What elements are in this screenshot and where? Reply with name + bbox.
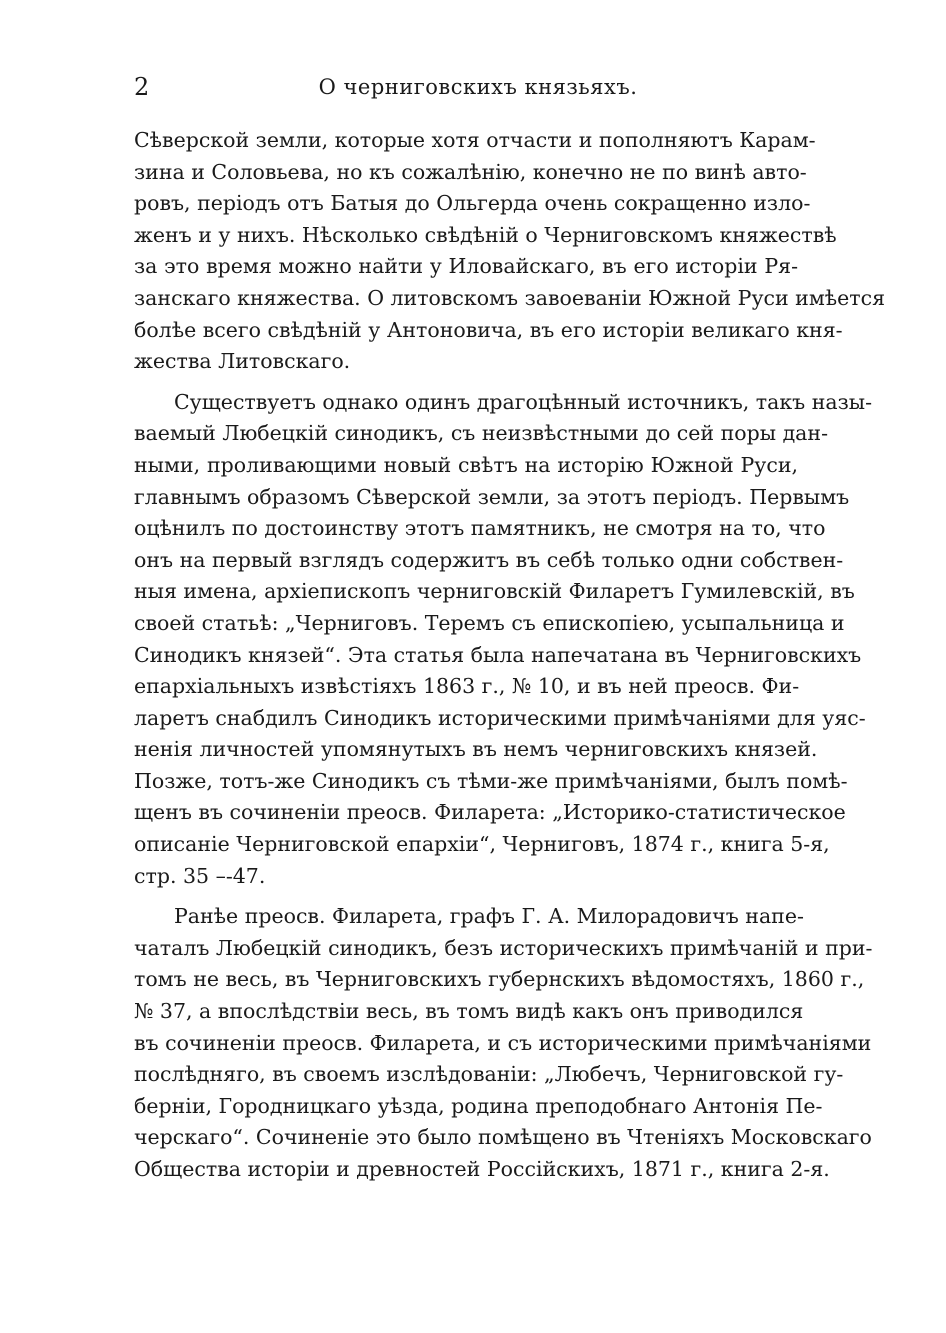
text-line: щенъ въ сочиненіи преосв. Филарета: „Историко-статистическое (134, 800, 846, 825)
paragraph (134, 125, 886, 378)
text-line: главнымъ образомъ Сѣверской земли, за этотъ періодъ. Первымъ (134, 484, 850, 509)
text-line: ныя имена, архіепископъ черниговскій Филаретъ Гумилевскій, въ (134, 579, 855, 604)
page-number: 2 (134, 73, 150, 101)
text-line: берніи, Городницкаго уѣзда, родина преподобнаго Антонія Пе- (134, 1093, 823, 1118)
text-line: своей статьѣ: „Черниговъ. Теремъ съ епископіею, усыпальница и (134, 610, 845, 635)
text-line: ными, проливающими новый свѣтъ на исторію Южной Руси, (134, 452, 798, 477)
text-line: № 37, а впослѣдствіи весь, въ томъ видѣ какъ онъ приводился (134, 999, 804, 1024)
text-line: женъ и у нихъ. Нѣсколько свѣдѣній о Черниговскомъ княжествѣ (134, 222, 837, 247)
running-title: О черниговскихъ князьяхъ. (318, 75, 638, 99)
text-line: болѣе всего свѣдѣній у Антоновича, въ его исторіи великаго кня- (134, 317, 843, 342)
body-text (134, 125, 886, 1195)
text-line: оцѣнилъ по достоинству этотъ памятникъ, не смотря на то, что (134, 516, 826, 541)
text-line: Общества исторіи и древностей Россійскихъ, 1871 г., книга 2-я. (134, 1157, 830, 1181)
text-line: за это время можно найти у Иловайскаго, въ его исторіи Ря- (134, 254, 798, 279)
text-line: ровъ, періодъ отъ Батыя до Ольгерда очень сокращенно изло- (134, 191, 811, 216)
text-line: епархіальныхъ извѣстіяхъ 1863 г., № 10, и въ ней преосв. Фи- (134, 674, 800, 699)
text-line: томъ не весь, въ Черниговскихъ губернскихъ вѣдомостяхъ, 1860 г., (134, 967, 865, 992)
text-line: Синодикъ князей“. Эта статья была напечатана въ Черниговскихъ (134, 642, 862, 667)
text-line: ларетъ снабдилъ Синодикъ историческими примѣчаніями для уяс- (134, 705, 866, 730)
paragraph (134, 901, 873, 1185)
text-line: стр. 35 –-47. (134, 863, 266, 888)
text-line: Позже, тотъ-же Синодикъ съ тѣми-же примѣчаніями, былъ помѣ- (134, 768, 848, 793)
paragraph (134, 387, 873, 893)
text-line: Сѣверской земли, которые хотя отчасти и пополняютъ Карам- (134, 128, 816, 152)
text-line: онъ на первый взглядъ содержитъ въ себѣ только одни собствен- (134, 547, 844, 572)
text-line: чаталъ Любецкій синодикъ, безъ историческихъ примѣчаній и при- (134, 935, 873, 960)
text-line: жества Литовскаго. (134, 349, 351, 374)
text-line: занскаго княжества. О литовскомъ завоеваніи Южной Руси имѣется (134, 285, 886, 310)
text-line: ваемый Любецкій синодикъ, съ неизвѣстными до сей поры дан- (134, 421, 828, 446)
text-line: Существуетъ однако одинъ драгоцѣнный источникъ, такъ назы- (174, 389, 873, 414)
text-line: описаніе Черниговской епархіи“, Черниговъ, 1874 г., книга 5-я, (134, 832, 830, 857)
text-line: зина и Соловьева, но къ сожалѣнію, конечно не по винѣ авто- (134, 159, 807, 184)
text-line: послѣдняго, въ своемъ изслѣдованіи: „Любечъ, Черниговской гу- (134, 1062, 844, 1087)
text-line: черскаго“. Сочиненіе это было помѣщено въ Чтеніяхъ Московскаго (134, 1125, 872, 1150)
text-line: въ сочиненіи преосв. Филарета, и съ историческими примѣчаніями (134, 1030, 872, 1055)
text-line: ненія личностей упомянутыхъ въ немъ черниговскихъ князей. (134, 737, 818, 762)
page-header (0, 70, 936, 104)
text-line: Ранѣе преосв. Филарета, графъ Г. А. Милорадовичъ напе- (174, 904, 804, 929)
